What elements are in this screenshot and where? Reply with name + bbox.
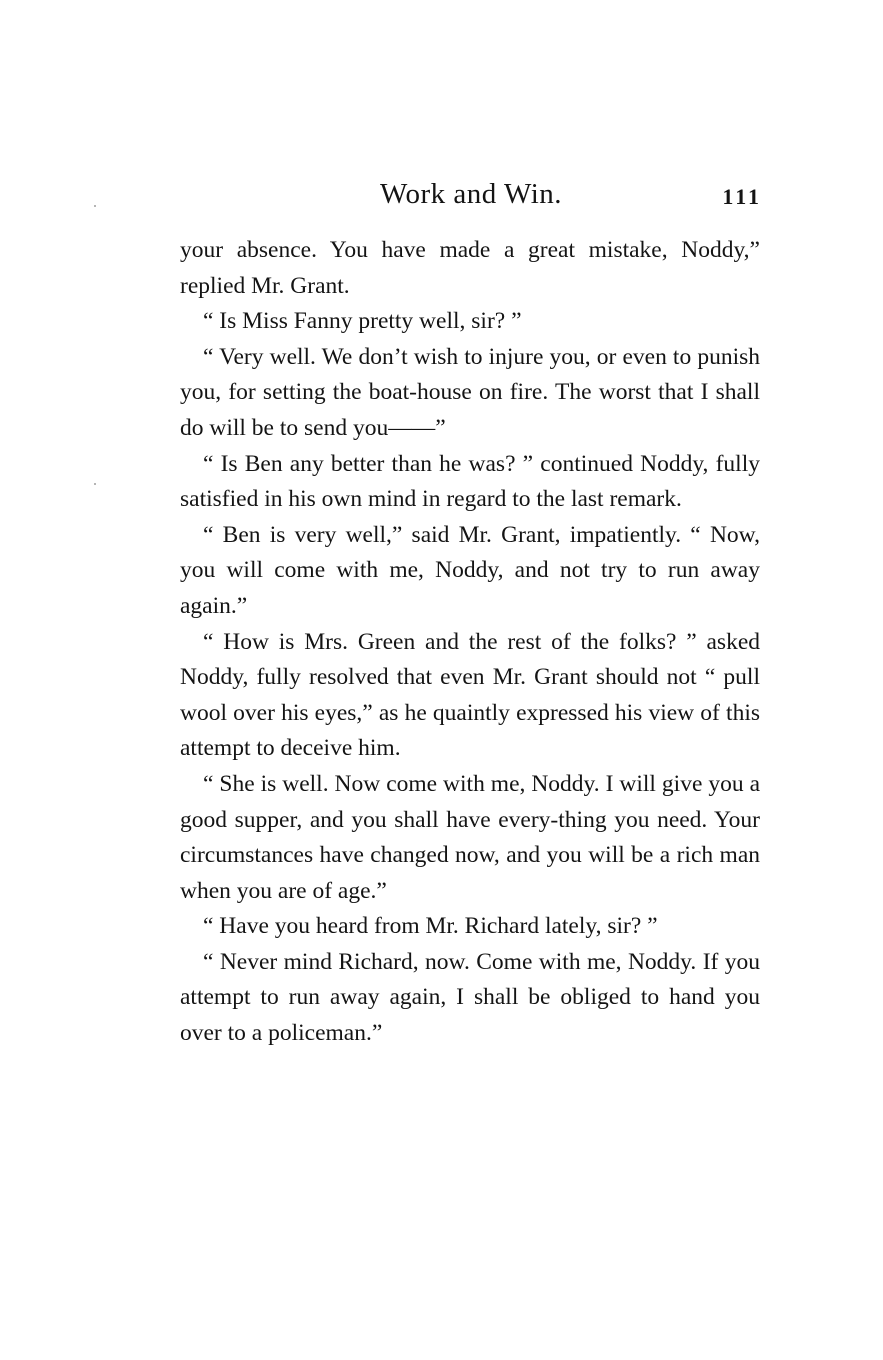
running-title: Work and Win. xyxy=(379,178,563,210)
paragraph: “ Have you heard from Mr. Richard lately, sir? ” xyxy=(203,913,658,940)
paragraph: your absence. You have made a great mistake, Noddy,” replied Mr. Grant. xyxy=(180,237,760,299)
paragraph: “ Never mind Richard, now. Come with me, Noddy. If you attempt to run away again, I shall be obliged to hand you over to a policeman.” xyxy=(180,948,760,1047)
paragraph: “ How is Mrs. Green and the rest of the folks? ” asked Noddy, fully resolved that even Mr. Grant should not “ pull wool over his eyes,” as he quaintly expressed his view of this attempt to deceive him. xyxy=(180,628,760,762)
paragraph: “ Very well. We don’t wish to injure you, or even to punish you, for setting the boat-house on fire. The worst that I shall do will be to send you——” xyxy=(180,343,760,441)
paragraph: “ She is well. Now come with me, Noddy. I will give you a good supper, and you shall have every-thing you need. Your circumstances have changed now, and you will be a rich man when you are of age.” xyxy=(180,770,760,904)
margin-speck xyxy=(94,205,96,207)
page-number: 111 xyxy=(722,184,762,209)
paragraph: “ Ben is very well,” said Mr. Grant, impatiently. “ Now, you will come with me, Noddy, and not try to run away again.” xyxy=(180,521,760,619)
body-text xyxy=(180,233,760,1052)
paragraph: “ Is Miss Fanny pretty well, sir? ” xyxy=(203,308,522,335)
paragraph: “ Is Ben any better than he was? ” continued Noddy, fully satisfied in his own mind in regard to the last remark. xyxy=(180,450,760,513)
margin-speck xyxy=(94,483,96,485)
running-head xyxy=(180,178,762,218)
